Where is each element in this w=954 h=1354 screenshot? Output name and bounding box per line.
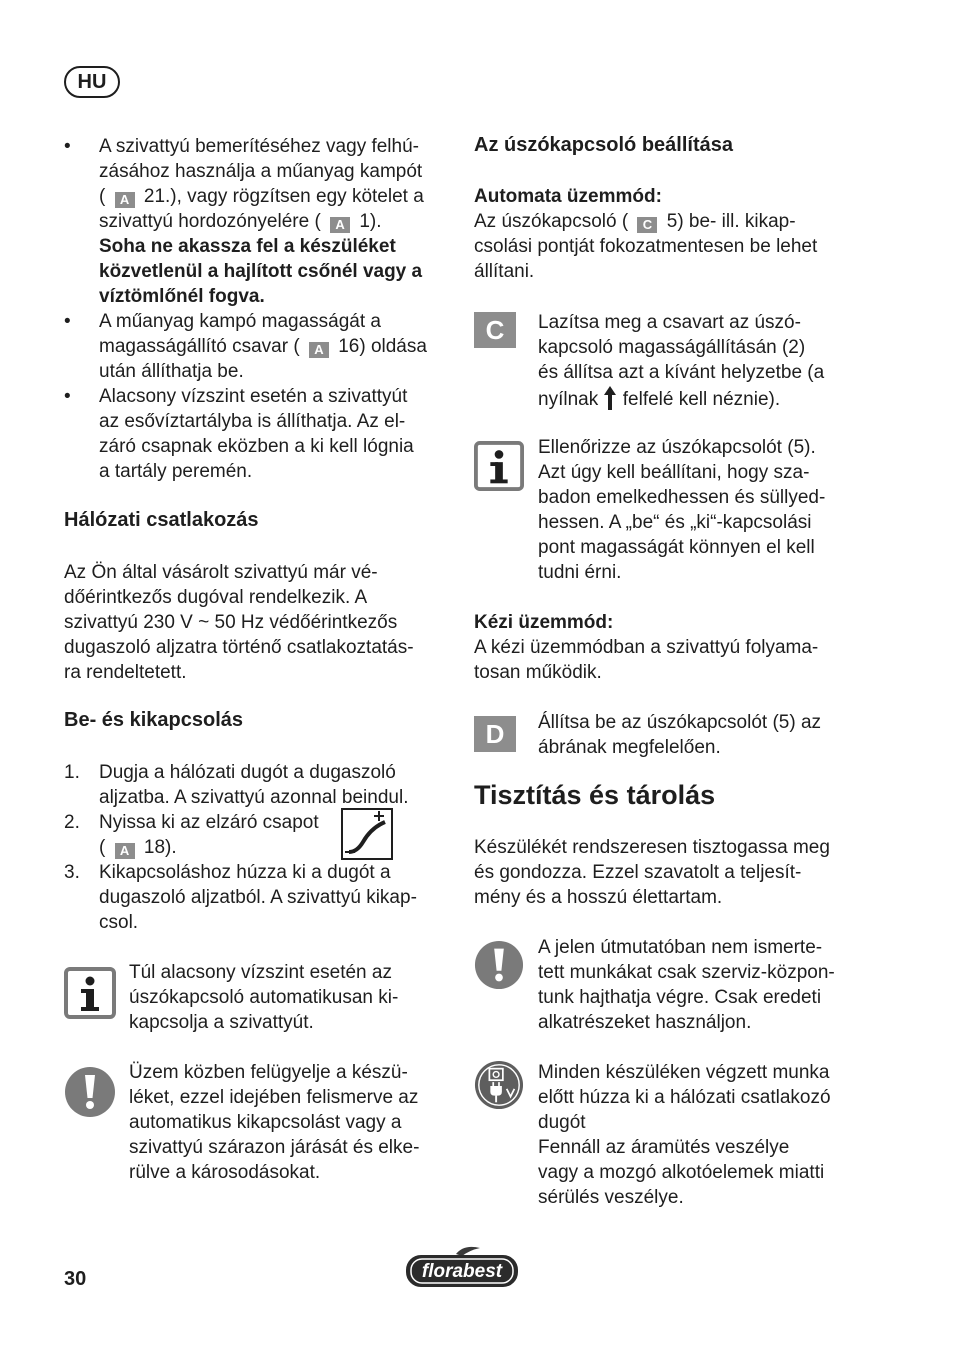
info-icon-right bbox=[474, 441, 524, 491]
bullet-item bbox=[99, 309, 427, 384]
text-line: badon emelkedhessen és süllyed- bbox=[538, 487, 826, 508]
text-line: csol. bbox=[99, 912, 139, 933]
text-line: Soha ne akassza fel a készüléket bbox=[99, 236, 396, 257]
bullet-item bbox=[99, 384, 414, 484]
text-line: aljzatba. A szivattyú azonnal beindul. bbox=[99, 787, 409, 808]
text-line: magasságállító csavar ( A 16) oldása bbox=[99, 336, 427, 357]
text-line: tett munkákat csak szerviz-közpon- bbox=[538, 962, 835, 983]
text-line: dugaszoló aljzatból. A szivattyú kikap- bbox=[99, 887, 417, 908]
text-line: Az Ön által vásárolt szivattyú már vé- bbox=[64, 562, 378, 583]
text-line: Nyissa ki az elzáró csapot bbox=[99, 812, 319, 833]
text-line: és állítsa azt a kívánt helyzetbe (a bbox=[538, 362, 825, 383]
text-line: A szivattyú bemerítéséhez vagy felhú- bbox=[99, 136, 419, 157]
text-line: alkatrészeket használjon. bbox=[538, 1012, 752, 1033]
text-line: kapcsolja a szivattyút. bbox=[129, 1012, 314, 1033]
text-line: tunk hajthatja végre. Csak eredeti bbox=[538, 987, 822, 1008]
text-line: Üzem közben felügyelje a készü- bbox=[129, 1062, 408, 1083]
text-line: után állíthatja be. bbox=[99, 361, 244, 382]
unplug-text bbox=[538, 1060, 831, 1210]
text-line: Állítsa be az úszókapcsolót (5) az bbox=[538, 712, 822, 733]
step-text bbox=[99, 860, 417, 935]
text-line: előtt húzza ki a hálózati csatlakozó bbox=[538, 1087, 831, 1108]
text-line: vagy a mozgó alkotóelemek miatti bbox=[538, 1162, 825, 1183]
text-line: Lazítsa meg a csavart az úszó- bbox=[538, 312, 801, 333]
bullet-marker: • bbox=[64, 136, 71, 157]
text-line: Minden készüléken végzett munka bbox=[538, 1062, 830, 1083]
text-line: csolási pontját fokozatmentesen be lehet bbox=[474, 236, 818, 257]
text-line: ( A 21.), vagy rögzítsen egy kötelet a bbox=[99, 186, 424, 207]
step-text bbox=[99, 810, 319, 860]
text-line: nyílnak felfelé kell néznie). bbox=[538, 385, 824, 412]
figure-ref-a: A bbox=[309, 342, 329, 358]
step-text bbox=[99, 760, 408, 810]
text-line: rülve a károsodásokat. bbox=[129, 1162, 321, 1183]
text-line: ra rendeltetett. bbox=[64, 662, 187, 683]
text-line: mény és a hosszú élettartam. bbox=[474, 887, 723, 908]
info-icon bbox=[64, 967, 116, 1019]
manual-mode-text bbox=[474, 635, 818, 685]
text-line: úszókapcsoló automatikusan ki- bbox=[129, 987, 399, 1008]
step-number: 3. bbox=[64, 862, 80, 883]
text-line: Kikapcsoláshoz húzza ki a dugót a bbox=[99, 862, 391, 883]
auto-mode-text bbox=[474, 209, 817, 284]
heading-network: Hálózati csatlakozás bbox=[64, 509, 259, 531]
manual-mode-label: Kézi üzemmód: bbox=[474, 612, 614, 633]
text-line: hessen. A „be“ és „ki“-kapcsolási bbox=[538, 512, 812, 533]
heading-switch: Be- és kikapcsolás bbox=[64, 709, 243, 731]
text-line: tosan működik. bbox=[474, 662, 602, 683]
text-line: szivattyú 230 V ~ 50 Hz védőérintkezős bbox=[64, 612, 398, 633]
text-line: Alacsony vízszint esetén a szivattyút bbox=[99, 386, 408, 407]
text-line: az esővíztartályba is állíthatja. Az el- bbox=[99, 411, 406, 432]
text-line: kapcsoló magasságállításán (2) bbox=[538, 337, 806, 358]
warning-icon-right bbox=[474, 940, 524, 990]
text-line: zásához használja a műanyag kampót bbox=[99, 161, 423, 182]
warning-icon bbox=[64, 1066, 116, 1118]
text-line: léket, ezzel idejében felismerve az bbox=[129, 1087, 419, 1108]
text-line: ábrának megfelelően. bbox=[538, 737, 721, 758]
text-line: dugót bbox=[538, 1112, 586, 1133]
text-line: Dugja a hálózati dugót a dugaszoló bbox=[99, 762, 396, 783]
step-c-text bbox=[538, 310, 824, 412]
text-line: Ellenőrizze az úszókapcsolót (5). bbox=[538, 437, 816, 458]
bullet-marker: • bbox=[64, 386, 71, 407]
text-line: dugaszoló aljzatra történő csatlakoztatás- bbox=[64, 637, 414, 658]
text-line: Fennáll az áramütés veszélye bbox=[538, 1137, 790, 1158]
text-line: a tartály peremén. bbox=[99, 461, 253, 482]
svg-text:florabest: florabest bbox=[421, 1261, 503, 1282]
text-line: A műanyag kampó magasságát a bbox=[99, 311, 382, 332]
heading-cleaning: Tisztítás és tárolás bbox=[474, 780, 716, 810]
text-line: Az úszókapcsoló ( C 5) be- ill. kikap- bbox=[474, 211, 796, 232]
figure-ref-c: C bbox=[637, 217, 657, 233]
warning-text bbox=[538, 935, 835, 1035]
text-line: záró csapnak eközben a ki kell lógnia bbox=[99, 436, 414, 457]
text-line: sérülés veszélye. bbox=[538, 1187, 684, 1208]
language-badge: HU bbox=[64, 66, 120, 98]
text-line: állítani. bbox=[474, 261, 535, 282]
text-line: közvetlenül a hajlított csőnél vagy a bbox=[99, 261, 423, 282]
page-number: 30 bbox=[64, 1268, 87, 1290]
figure-ref-a: A bbox=[115, 843, 135, 859]
text-line: szivattyú szárazon járását és elke- bbox=[129, 1137, 420, 1158]
text-line: szivattyú hordozónyelére ( A 1). bbox=[99, 211, 382, 232]
text-line: automatikus kikapcsolást vagy a bbox=[129, 1112, 402, 1133]
text-line: és gondozza. Ezzel szavatolt a teljesít- bbox=[474, 862, 802, 883]
bullet-item bbox=[99, 134, 424, 309]
text-line: A kézi üzemmódban a szivattyú folyama- bbox=[474, 637, 819, 658]
network-paragraph bbox=[64, 560, 414, 685]
figure-ref-a: A bbox=[330, 217, 350, 233]
heading-float-switch: Az úszókapcsoló beállítása bbox=[474, 134, 733, 156]
warning-note bbox=[129, 1060, 419, 1185]
florabest-logo bbox=[404, 1244, 520, 1292]
tap-open-icon bbox=[341, 808, 393, 860]
step-d-text bbox=[538, 710, 821, 760]
info-text bbox=[538, 435, 825, 585]
text-line: víztömlőnél fogva. bbox=[99, 286, 265, 307]
text-line: dőérintkezős dugóval rendelkezik. A bbox=[64, 587, 368, 608]
info-note bbox=[129, 960, 398, 1035]
cleaning-text bbox=[474, 835, 830, 910]
bullet-marker: • bbox=[64, 311, 71, 332]
unplug-icon bbox=[474, 1060, 524, 1110]
text-line: pont magasságát könnyen el kell bbox=[538, 537, 815, 558]
text-line: A jelen útmutatóban nem ismerte- bbox=[538, 937, 823, 958]
figure-d-box: D bbox=[474, 716, 516, 752]
auto-mode-label: Automata üzemmód: bbox=[474, 186, 662, 207]
text-line: Azt úgy kell beállítani, hogy sza- bbox=[538, 462, 810, 483]
step-number: 2. bbox=[64, 812, 80, 833]
figure-c-box: C bbox=[474, 312, 516, 348]
figure-ref-a: A bbox=[115, 192, 135, 208]
step-number: 1. bbox=[64, 762, 80, 783]
arrow-up-icon bbox=[603, 385, 617, 411]
text-line: Készülékét rendszeresen tisztogassa meg bbox=[474, 837, 830, 858]
text-line: tudni érni. bbox=[538, 562, 622, 583]
text-line: ( A 18). bbox=[99, 837, 177, 858]
text-line: Túl alacsony vízszint esetén az bbox=[129, 962, 392, 983]
